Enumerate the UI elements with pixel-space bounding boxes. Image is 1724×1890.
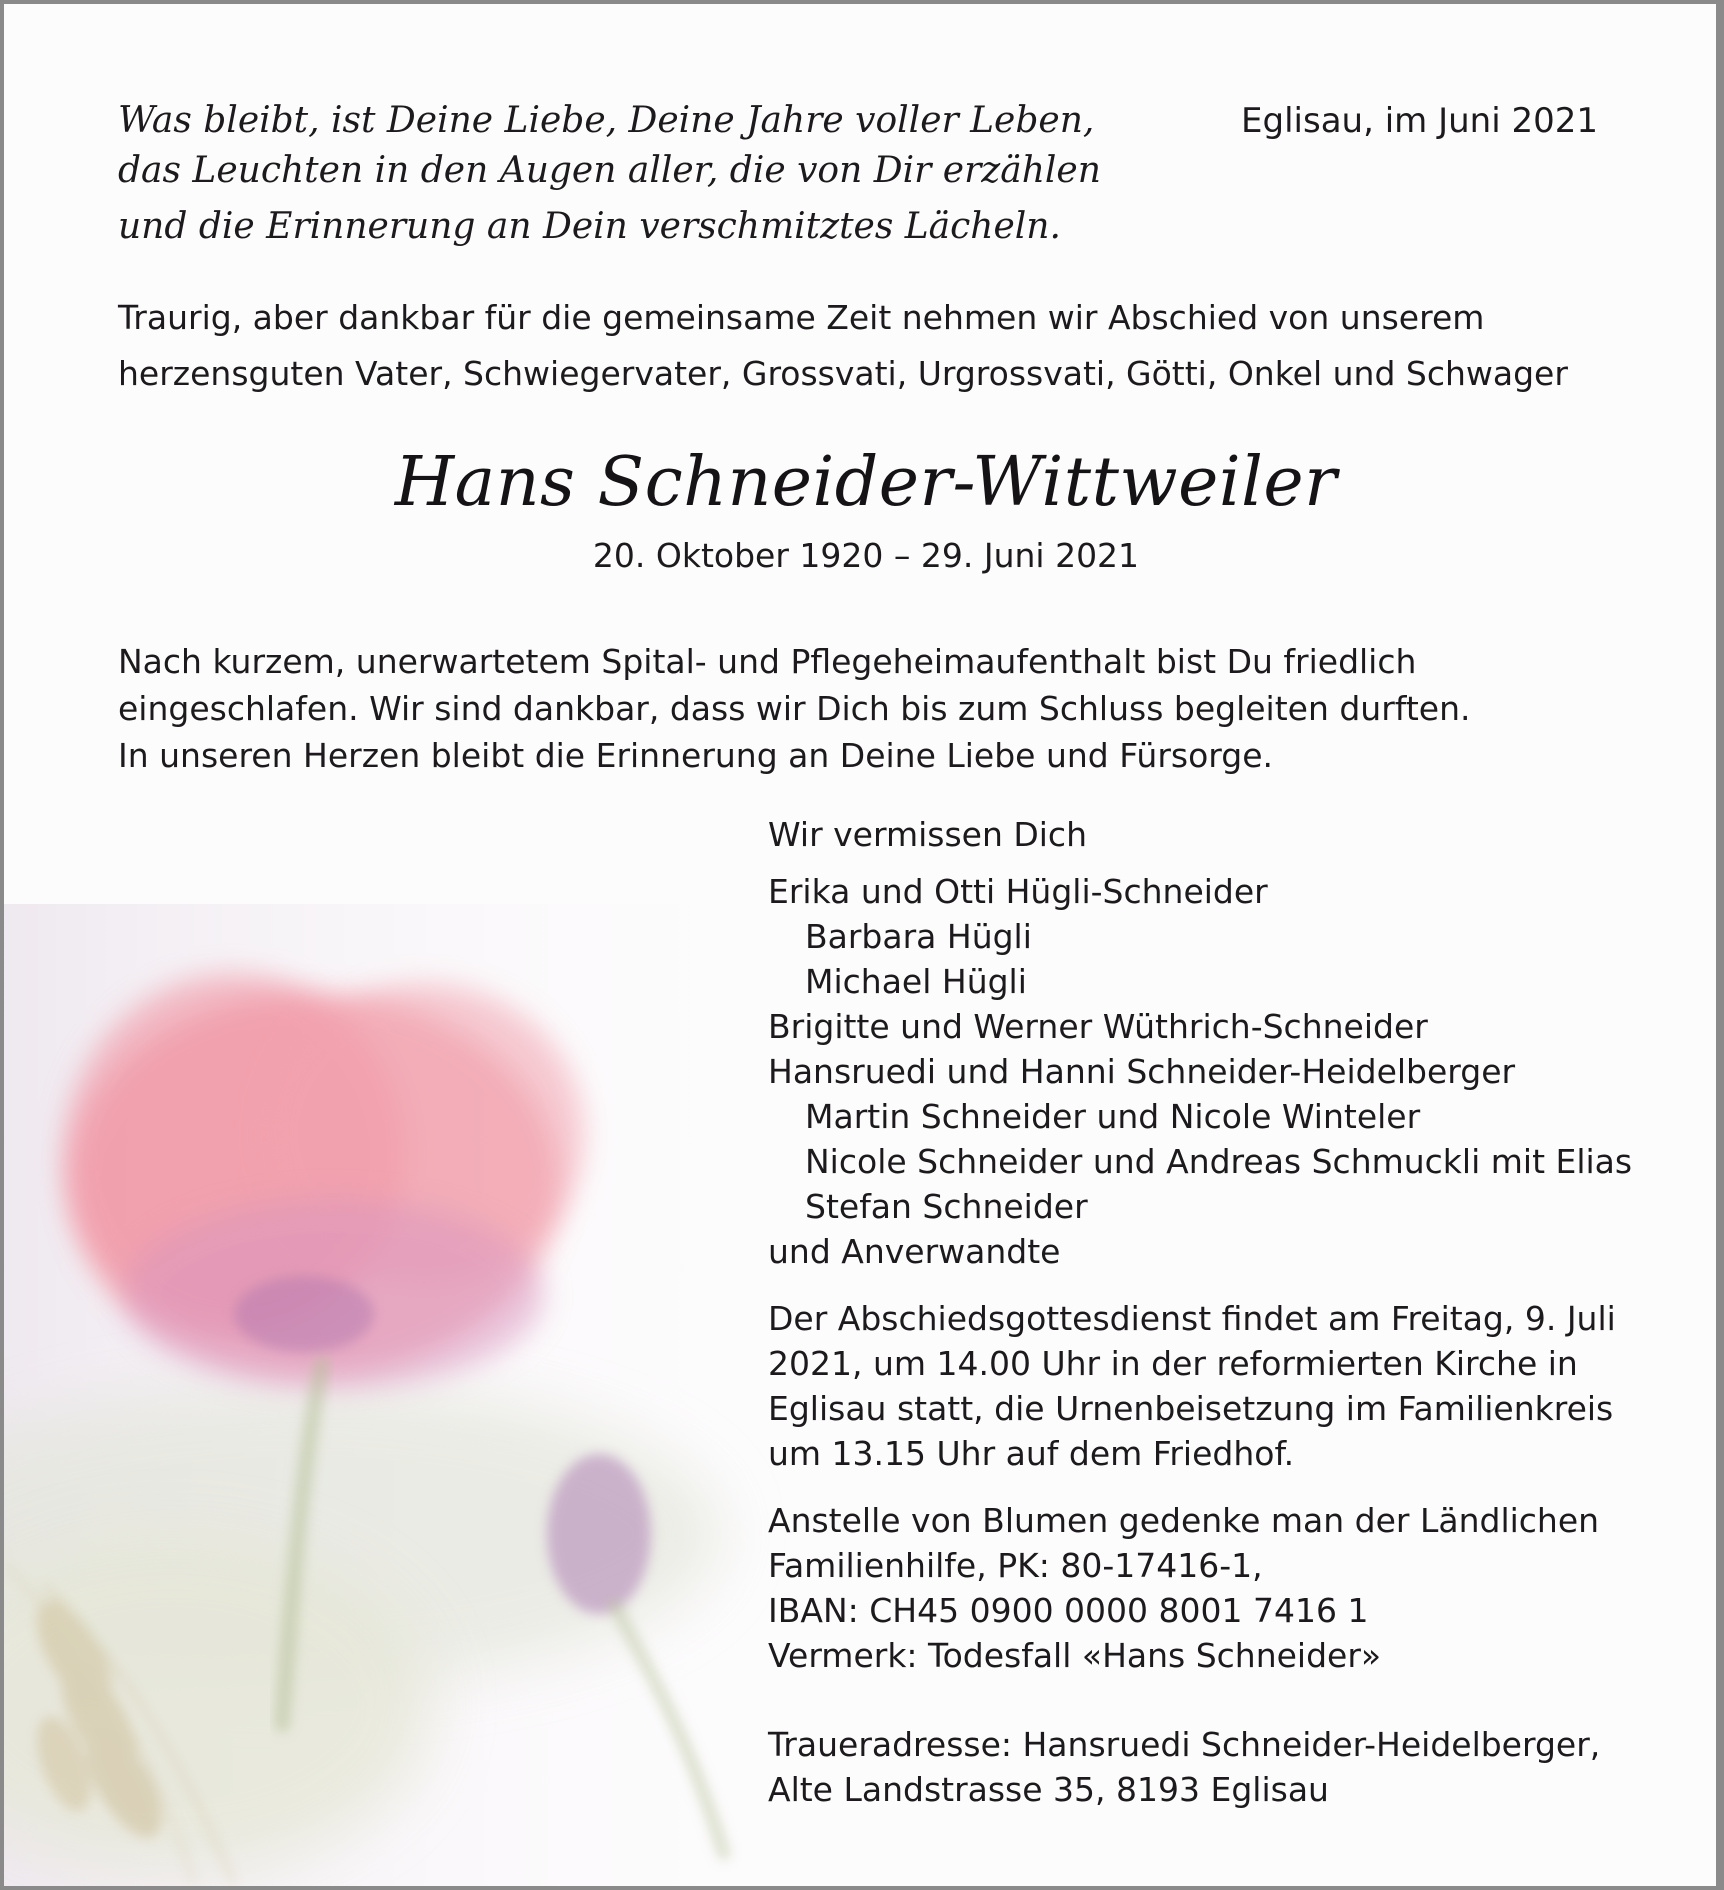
poppy-flower-icon bbox=[64, 974, 584, 1389]
place-date: Eglisau, im Juni 2021 bbox=[1241, 101, 1598, 141]
mourner-entry: Erika und Otti Hügli-Schneider bbox=[768, 872, 1268, 911]
service-line: 2021, um 14.00 Uhr in der reformierten Kirche in bbox=[768, 1344, 1578, 1383]
donation-line: IBAN: CH45 0900 0000 8001 7416 1 bbox=[768, 1591, 1369, 1630]
motto-line: Was bleibt, ist Deine Liebe, Deine Jahre voller Leben, bbox=[118, 100, 1095, 141]
donation-line: Vermerk: Todesfall «Hans Schneider» bbox=[768, 1636, 1382, 1675]
service-info bbox=[768, 1296, 1616, 1476]
mourners-list bbox=[768, 812, 1632, 1274]
motto-verse bbox=[118, 96, 1101, 252]
mourner-entry: Brigitte und Werner Wüthrich-Schneider bbox=[768, 1007, 1428, 1046]
deceased-name: Hans Schneider-Wittweiler bbox=[394, 443, 1338, 522]
mourner-entry: Michael Hügli bbox=[805, 962, 1027, 1001]
intro-line: herzensguten Vater, Schwiegervater, Grossvati, Urgrossvati, Götti, Onkel und Schwager bbox=[118, 354, 1568, 393]
donation-info bbox=[768, 1498, 1599, 1678]
mourners-lead: Wir vermissen Dich bbox=[768, 815, 1087, 854]
mourner-entry: Barbara Hügli bbox=[805, 917, 1032, 956]
mourner-entry: Stefan Schneider bbox=[805, 1187, 1088, 1226]
service-line: um 13.15 Uhr auf dem Friedhof. bbox=[768, 1434, 1295, 1473]
intro-line: Traurig, aber dankbar für die gemeinsame Zeit nehmen wir Abschied von unserem bbox=[118, 298, 1485, 337]
mourner-entry: Hansruedi und Hanni Schneider-Heidelberger bbox=[768, 1052, 1516, 1091]
life-dates: 20. Oktober 1920 – 29. Juni 2021 bbox=[592, 536, 1140, 575]
mourner-entry: und Anverwandte bbox=[768, 1232, 1061, 1271]
mourning-address bbox=[768, 1722, 1600, 1812]
mourner-entry: Nicole Schneider und Andreas Schmuckli mit Elias bbox=[805, 1142, 1633, 1181]
message-line: Nach kurzem, unerwartetem Spital- und Pflegeheimaufenthalt bist Du friedlich bbox=[118, 642, 1417, 681]
address-line: Traueradresse: Hansruedi Schneider-Heidelberger, bbox=[768, 1725, 1601, 1764]
service-line: Der Abschiedsgottesdienst findet am Freitag, 9. Juli bbox=[768, 1299, 1616, 1338]
message-line: eingeschlafen. Wir sind dankbar, dass wir Dich bis zum Schluss begleiten durften. bbox=[118, 689, 1471, 728]
message-text bbox=[118, 638, 1470, 779]
service-line: Eglisau statt, die Urnenbeisetzung im Familienkreis bbox=[768, 1389, 1614, 1428]
donation-line: Familienhilfe, PK: 80-17416-1, bbox=[768, 1546, 1263, 1585]
address-line: Alte Landstrasse 35, 8193 Eglisau bbox=[768, 1770, 1329, 1809]
mourner-entry: Martin Schneider und Nicole Winteler bbox=[805, 1097, 1421, 1136]
intro-text bbox=[118, 290, 1568, 402]
motto-line: das Leuchten in den Augen aller, die von Dir erzählen bbox=[118, 150, 1101, 191]
message-line: In unseren Herzen bleibt die Erinnerung an Deine Liebe und Fürsorge. bbox=[118, 736, 1273, 775]
poppy-bud-icon bbox=[547, 1454, 651, 1614]
donation-line: Anstelle von Blumen gedenke man der Ländlichen bbox=[768, 1501, 1600, 1540]
motto-line: und die Erinnerung an Dein verschmitztes Lächeln. bbox=[118, 206, 1061, 247]
